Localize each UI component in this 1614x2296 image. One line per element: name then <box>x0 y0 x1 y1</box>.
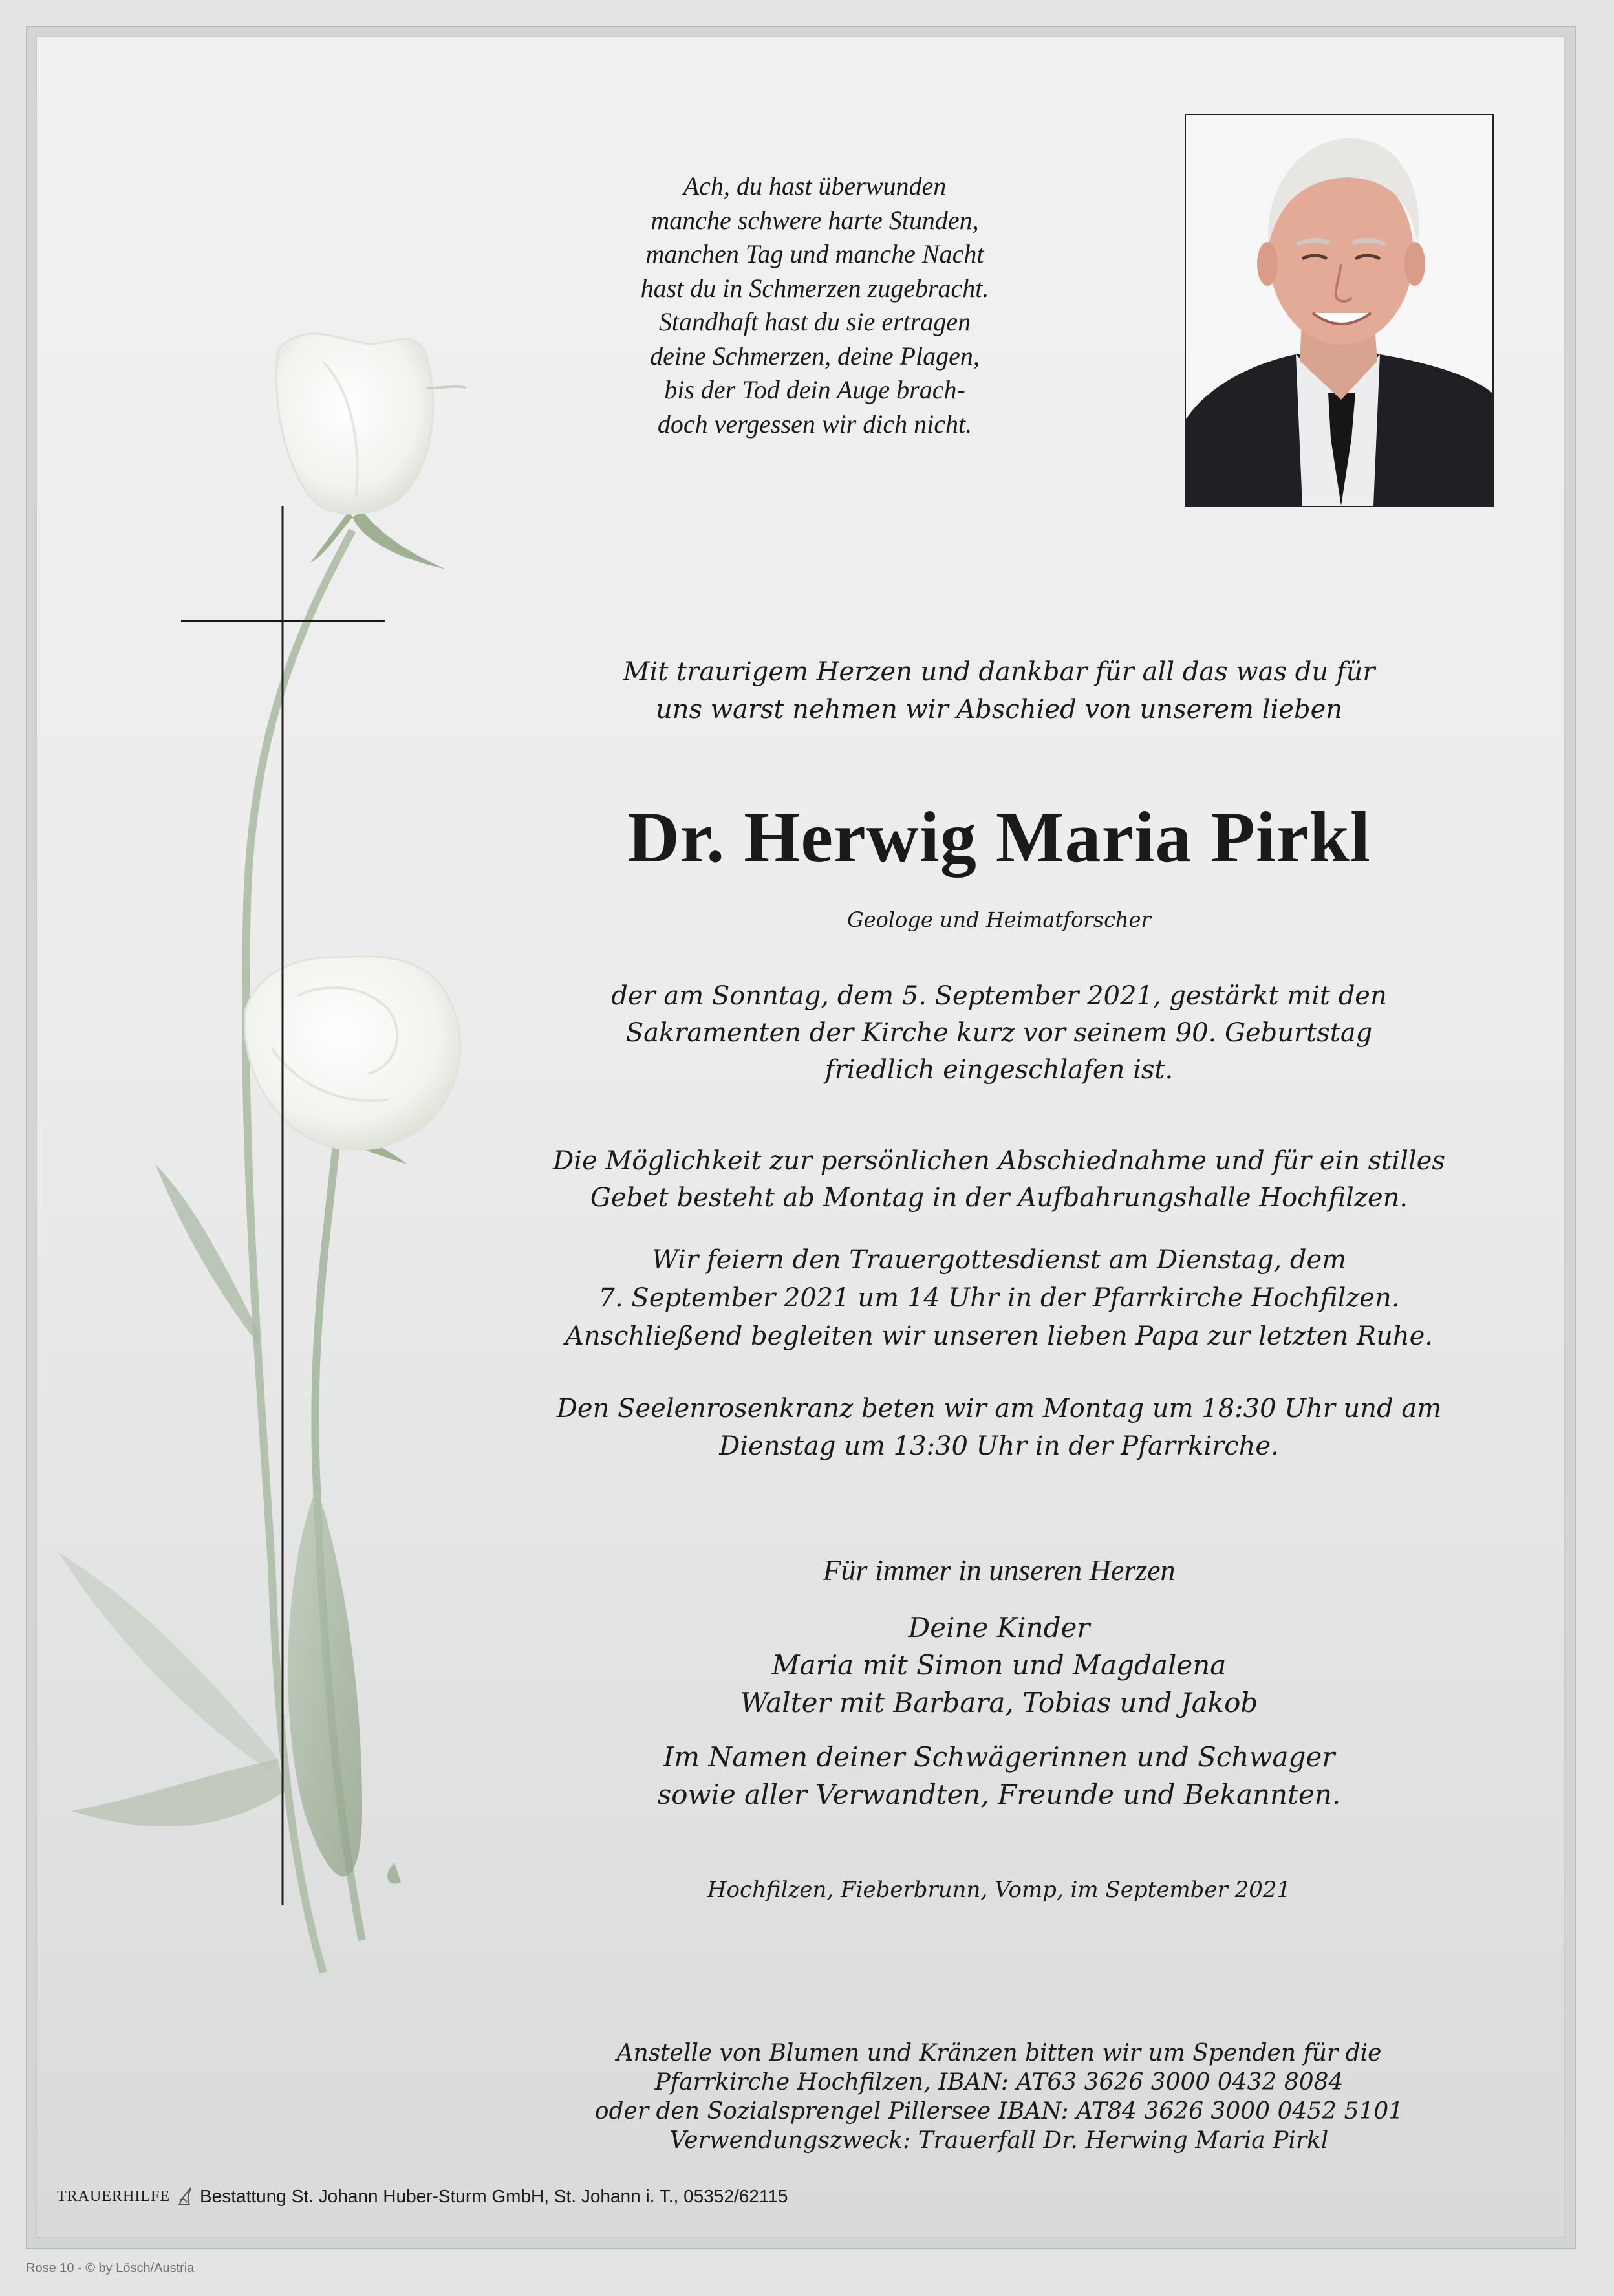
intro-line: uns warst nehmen wir Abschied von unserem lieben <box>655 695 1342 724</box>
family-line: Walter mit Barbara, Tobias und Jakob <box>740 1687 1258 1718</box>
family-line: Deine Kinder <box>908 1612 1090 1643</box>
relatives-text <box>491 1738 1507 1814</box>
forever-heading: Für immer in unseren Herzen <box>823 1554 1176 1587</box>
profession: Geologe und Heimatforscher <box>847 907 1151 932</box>
sepal <box>352 511 446 569</box>
service-line: Wir feiern den Trauergottesdienst am Dienstag, dem <box>651 1245 1347 1275</box>
viewing-line: Gebet besteht ab Montag in der Aufbahrungshalle Hochfilzen. <box>590 1183 1408 1213</box>
portrait-photo <box>1185 114 1494 507</box>
donation-line: Pfarrkirche Hochfilzen, IBAN: AT63 3626 3000 0432 8084 <box>654 2069 1344 2096</box>
memorial-poem <box>582 169 1048 441</box>
family-line: Maria mit Simon und Magdalena <box>771 1649 1227 1681</box>
upper-rosebud <box>277 334 433 514</box>
service-line: 7. September 2021 um 14 Uhr in der Pfarrkirche Hochfilzen. <box>598 1283 1400 1313</box>
donation-line: Verwendungszweck: Trauerfall Dr. Herwing Maria Pirkl <box>669 2127 1329 2154</box>
poem-line: Ach, du hast überwunden <box>683 171 947 200</box>
donation-line: oder den Sozialsprengel Pillersee IBAN: AT84 3626 3000 0452 5101 <box>594 2098 1404 2125</box>
funeral-service <box>491 1241 1507 1356</box>
donation-line: Anstelle von Blumen und Kränzen bitten wir um Spenden für die <box>616 2040 1382 2066</box>
portrait-illustration <box>1186 115 1492 506</box>
dove-icon <box>177 2185 193 2207</box>
poem-line: Standhaft hast du sie ertragen <box>658 307 971 336</box>
poem-line: manche schwere harte Stunden, <box>651 205 979 235</box>
donation-request <box>491 2039 1507 2155</box>
death-notice <box>491 978 1507 1088</box>
relatives-line: Im Namen deiner Schwägerinnen und Schwager <box>663 1741 1335 1773</box>
poem-line: hast du in Schmerzen zugebracht. <box>640 273 989 303</box>
undertaker-details: Bestattung St. Johann Huber-Sturm GmbH, St. Johann i. T., 05352/62115 <box>200 2186 788 2206</box>
rosary-line: Dienstag um 13:30 Uhr in der Pfarrkirche. <box>719 1431 1279 1461</box>
death-line: friedlich eingeschlafen ist. <box>824 1055 1174 1085</box>
deceased-name: Dr. Herwig Maria Pirkl <box>627 797 1372 878</box>
leaf <box>155 1164 259 1345</box>
intro-line: Mit traurigem Herzen und dankbar für all das was du für <box>623 657 1375 687</box>
lower-rose <box>245 957 460 1149</box>
intro-text <box>491 653 1507 728</box>
viewing-line: Die Möglichkeit zur persönlichen Abschiednahme und für ein stilles <box>553 1146 1445 1176</box>
leaf <box>58 1552 278 1772</box>
service-line: Anschließend begleiten wir unseren lieben Papa zur letzten Ruhe. <box>565 1321 1433 1351</box>
poem-line: doch vergessen wir dich nicht. <box>657 409 973 439</box>
leaf <box>288 1488 362 1877</box>
death-line: der am Sonntag, dem 5. September 2021, gestärkt mit den <box>611 981 1387 1011</box>
viewing-notice <box>491 1143 1507 1217</box>
leaf <box>71 1759 285 1826</box>
poem-line: bis der Tod dein Auge brach- <box>664 375 965 404</box>
rosary-line: Den Seelenrosenkranz beten wir am Montag um 18:30 Uhr und am <box>556 1394 1442 1424</box>
undertaker-footer <box>57 2183 788 2209</box>
rosary-notice <box>491 1390 1507 1465</box>
family-list <box>491 1609 1507 1722</box>
poem-line: manchen Tag und manche Nacht <box>645 239 984 268</box>
poem-line: deine Schmerzen, deine Plagen, <box>650 341 980 371</box>
place-date: Hochfilzen, Fieberbrunn, Vomp, im September 2021 <box>707 1877 1291 1903</box>
brand-name: TRAUERHILFE <box>57 2187 170 2205</box>
copyright-note: Rose 10 - © by Lösch/Austria <box>26 2261 195 2275</box>
relatives-line: sowie aller Verwandten, Freunde und Bekannten. <box>657 1779 1341 1810</box>
death-line: Sakramenten der Kirche kurz vor seinem 90. Geburtstag <box>625 1018 1373 1048</box>
leaf <box>387 1863 401 1884</box>
